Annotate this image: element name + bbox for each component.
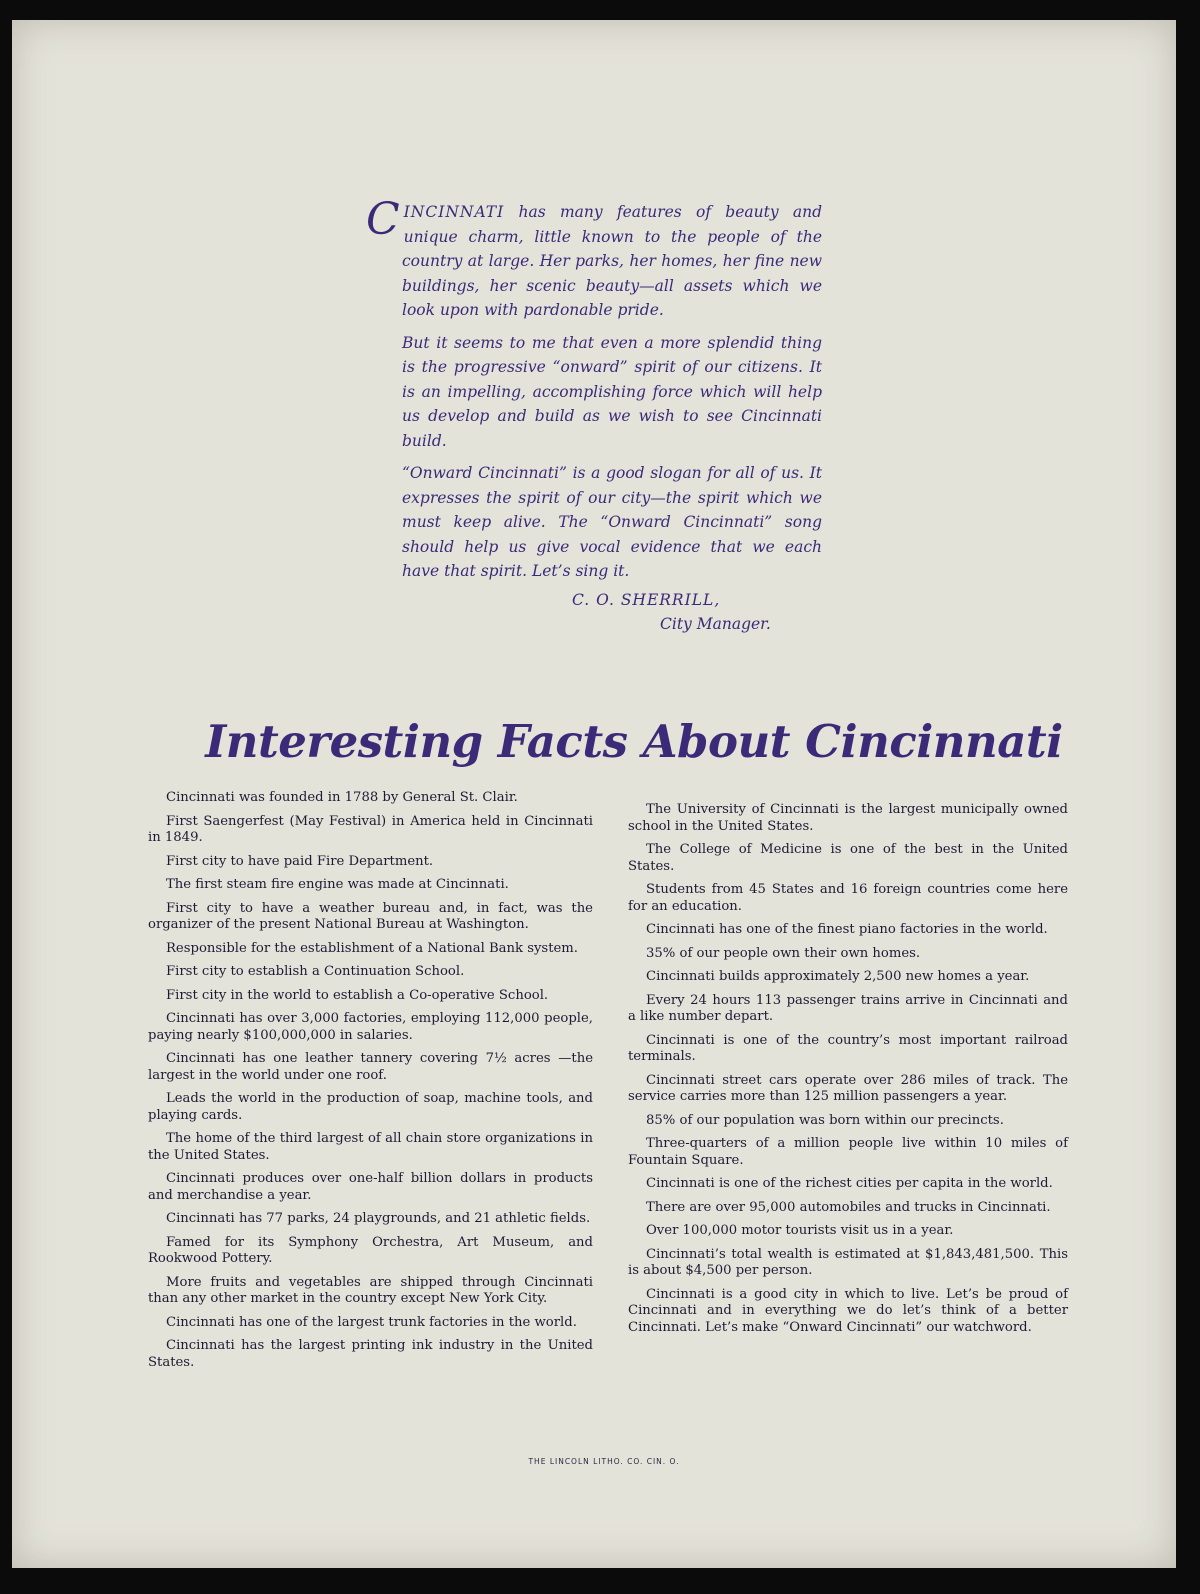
fact-item: More fruits and vegetables are shipped through Cincinnati than any other market in the country except New York City.	[148, 1274, 593, 1306]
intro-first-word: INCINNATI	[403, 203, 505, 221]
fact-item: Cincinnati’s total wealth is estimated at $1,843,481,500. This is about $4,500 per person.	[628, 1246, 1068, 1278]
fact-item: Cincinnati is one of the richest cities per capita in the world.	[646, 1176, 1053, 1191]
fact-item: Cincinnati has one of the largest trunk factories in the world.	[166, 1314, 577, 1330]
fact-item: 85% of our population was born within our precincts.	[646, 1112, 1004, 1128]
fact-item: Leads the world in the production of soap, machine tools, and playing cards.	[148, 1091, 593, 1123]
fact-item: Famed for its Symphony Orchestra, Art Museum, and Rookwood Pottery.	[148, 1234, 593, 1266]
facts-column-right	[628, 802, 1068, 1343]
fact-item: Cincinnati has over 3,000 factories, employing 112,000 people, paying nearly $100,000,000 in salaries.	[148, 1011, 593, 1043]
intro-paragraph-1-text: has many features of beauty and unique charm, little known to the people of the country at large. Her parks, her homes, her fine new buildings, her scenic beauty—all assets which we look upon with pardonable pride.	[402, 203, 822, 319]
fact-item: First Saengerfest (May Festival) in America held in Cincinnati in 1849.	[148, 813, 593, 845]
fact-item: Cincinnati is a good city in which to live. Let’s be proud of Cincinnati and in everything we do let’s think of a better Cincinnati. Let’s make “Onward Cincinnati” our watchword.	[628, 1286, 1068, 1335]
fact-item: First city to have a weather bureau and, in fact, was the organizer of the present National Bureau at Washington.	[148, 900, 593, 932]
fact-item: Three-quarters of a million people live within 10 miles of Fountain Square.	[628, 1136, 1068, 1168]
fact-item: There are over 95,000 automobiles and trucks in Cincinnati.	[646, 1199, 1051, 1215]
fact-item: Cincinnati has 77 parks, 24 playgrounds, and 21 athletic fields.	[166, 1211, 591, 1226]
fact-item: Every 24 hours 113 passenger trains arrive in Cincinnati and a like number depart.	[628, 992, 1068, 1024]
printer-imprint: THE LINCOLN LITHO. CO. CIN. O.	[528, 1457, 680, 1466]
fact-item: 35% of our people own their own homes.	[646, 945, 921, 961]
fact-item: Cincinnati has one leather tannery covering 7½ acres —the largest in the world under one roof.	[148, 1051, 593, 1083]
fact-item: First city to have paid Fire Department.	[166, 853, 434, 869]
facts-column-left	[148, 790, 593, 1378]
fact-item: First city in the world to establish a Co-operative School.	[166, 987, 549, 1003]
city-manager-message	[366, 194, 822, 637]
fact-item: Over 100,000 motor tourists visit us in a year.	[646, 1223, 954, 1238]
intro-paragraph-1	[366, 194, 822, 323]
fact-item: The College of Medicine is one of the best in the United States.	[628, 842, 1068, 874]
fact-item: Cincinnati builds approximately 2,500 new homes a year.	[646, 969, 1030, 984]
fact-item: Students from 45 States and 16 foreign countries come here for an education.	[628, 882, 1068, 914]
fact-item: Cincinnati street cars operate over 286 miles of track. The service carries more than 125 million passengers a year.	[628, 1072, 1068, 1104]
fact-item: Cincinnati has one of the finest piano factories in the world.	[646, 922, 1048, 937]
signature	[402, 588, 822, 637]
fact-item: Responsible for the establishment of a National Bank system.	[166, 940, 578, 956]
fact-item: The home of the third largest of all chain store organizations in the United States.	[148, 1131, 593, 1163]
fact-item: Cincinnati was founded in 1788 by General St. Clair.	[166, 790, 518, 805]
page-title: Interesting Facts About Cincinnati	[205, 715, 1063, 768]
intro-paragraph-3: “Onward Cincinnati” is a good slogan for all of us. It expresses the spirit of our city—the spirit which we must keep alive. The “Onward Cincinnati” song should help us give vocal evidence that we each have that spirit. Let’s sing it.	[402, 464, 822, 580]
fact-item: The first steam fire engine was made at Cincinnati.	[166, 877, 509, 892]
signature-title: City Manager.	[660, 615, 771, 633]
drop-cap: C	[366, 194, 400, 245]
fact-item: The University of Cincinnati is the largest municipally owned school in the United States.	[628, 802, 1068, 834]
signature-name: C. O. SHERRILL,	[572, 590, 721, 609]
intro-paragraph-2: But it seems to me that even a more splendid thing is the progressive “onward” spirit of our citizens. It is an impelling, accomplishing force which will help us develop and build as we wish to see Cincinnati build.	[402, 333, 822, 450]
fact-item: First city to establish a Continuation School.	[166, 964, 465, 979]
page-sheet	[12, 20, 1176, 1568]
fact-item: Cincinnati is one of the country’s most important railroad terminals.	[628, 1032, 1068, 1064]
fact-item: Cincinnati produces over one-half billion dollars in products and merchandise a year.	[148, 1171, 593, 1203]
fact-item: Cincinnati has the largest printing ink industry in the United States.	[148, 1338, 593, 1370]
